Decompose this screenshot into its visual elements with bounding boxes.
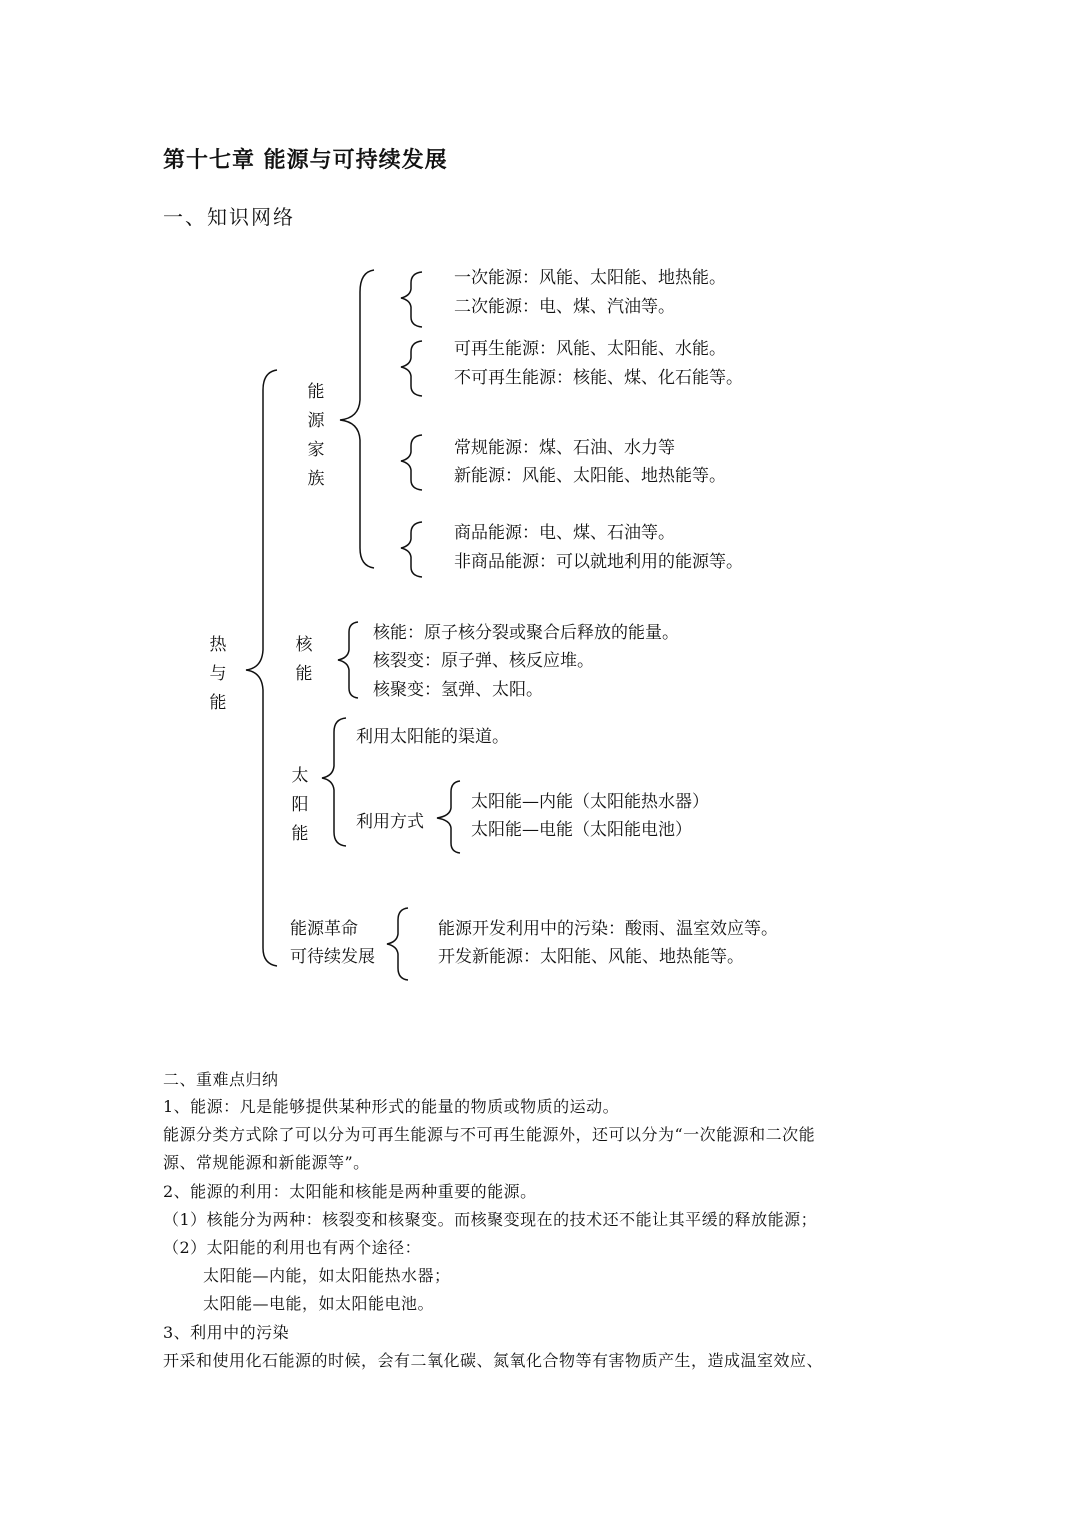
- family-item: 不可再生能源：核能、煤、化石能等。: [454, 368, 743, 388]
- section-heading-key-points: 二、重难点归纳: [163, 1070, 279, 1089]
- family-item: 二次能源：电、煤、汽油等。: [454, 297, 675, 317]
- tree-root-char: 与: [209, 664, 227, 684]
- revolution-item: 能源开发利用中的污染：酸雨、温室效应等。: [438, 919, 778, 939]
- body-line: （1）核能分为两种：核裂变和核聚变。而核聚变现在的技术还不能让其平缓的释放能源；: [163, 1210, 818, 1229]
- tree-root-char: 热: [209, 635, 227, 655]
- nuclear-item: 核聚变：氢弹、太阳。: [373, 680, 543, 700]
- body-line: 开采和使用化石能源的时候，会有二氧化碳、氮氧化合物等有害物质产生，造成温室效应、: [163, 1351, 824, 1370]
- revolution-label: 能源革命: [290, 919, 358, 939]
- family-item: 可再生能源：风能、太阳能、水能。: [454, 339, 726, 359]
- solar-label-char: 能: [291, 824, 309, 844]
- body-line: 太阳能—电能，如太阳能电池。: [203, 1294, 435, 1313]
- family-label-char: 能: [307, 382, 325, 402]
- family-item: 非商品能源：可以就地利用的能源等。: [454, 552, 743, 572]
- solar-label: [290, 762, 310, 849]
- body-line: 源、常规能源和新能源等”。: [163, 1153, 370, 1172]
- solar-label-char: 阳: [291, 795, 309, 815]
- family-label: [306, 378, 326, 494]
- nuclear-item: 核能：原子核分裂或聚合后释放的能量。: [373, 623, 679, 643]
- body-line: 3、利用中的污染: [163, 1323, 290, 1342]
- body-line: 2、能源的利用：太阳能和核能是两种重要的能源。: [163, 1182, 537, 1201]
- revolution-item: 开发新能源：太阳能、风能、地热能等。: [438, 947, 744, 967]
- family-label-char: 族: [307, 469, 325, 489]
- nuclear-label-char: 能: [295, 664, 313, 684]
- body-line: 1、能源：凡是能够提供某种形式的能量的物质或物质的运动。: [163, 1097, 620, 1116]
- family-label-char: 家: [307, 440, 325, 460]
- family-item: 一次能源：风能、太阳能、地热能。: [454, 268, 726, 288]
- tree-root-char: 能: [209, 693, 227, 713]
- body-line: 太阳能—内能，如太阳能热水器；: [203, 1266, 451, 1285]
- tree-root-label: [208, 631, 228, 718]
- revolution-brace: [0, 0, 1, 1]
- body-line: （2）太阳能的利用也有两个途径：: [163, 1238, 422, 1257]
- nuclear-label-char: 核: [295, 635, 313, 655]
- sustainable-label: 可待续发展: [290, 947, 375, 967]
- family-label-char: 源: [307, 411, 325, 431]
- nuclear-item: 核裂变：原子弹、核反应堆。: [373, 651, 594, 671]
- solar-method-label: 利用方式: [356, 812, 424, 832]
- nuclear-label: [294, 631, 314, 689]
- page-title: 第十七章 能源与可持续发展: [163, 147, 448, 173]
- solar-channel: 利用太阳能的渠道。: [356, 727, 509, 747]
- section-heading-knowledge-network: 一、知识网络: [163, 205, 295, 229]
- body-line: 能源分类方式除了可以分为可再生能源与不可再生能源外，还可以分为“一次能源和二次能: [163, 1125, 816, 1144]
- solar-label-char: 太: [291, 766, 309, 786]
- solar-method-item: 太阳能—电能（太阳能电池）: [471, 820, 692, 840]
- family-item: 常规能源：煤、石油、水力等: [454, 438, 675, 458]
- solar-method-item: 太阳能—内能（太阳能热水器）: [471, 792, 709, 812]
- family-item: 新能源：风能、太阳能、地热能等。: [454, 466, 726, 486]
- family-item: 商品能源：电、煤、石油等。: [454, 523, 675, 543]
